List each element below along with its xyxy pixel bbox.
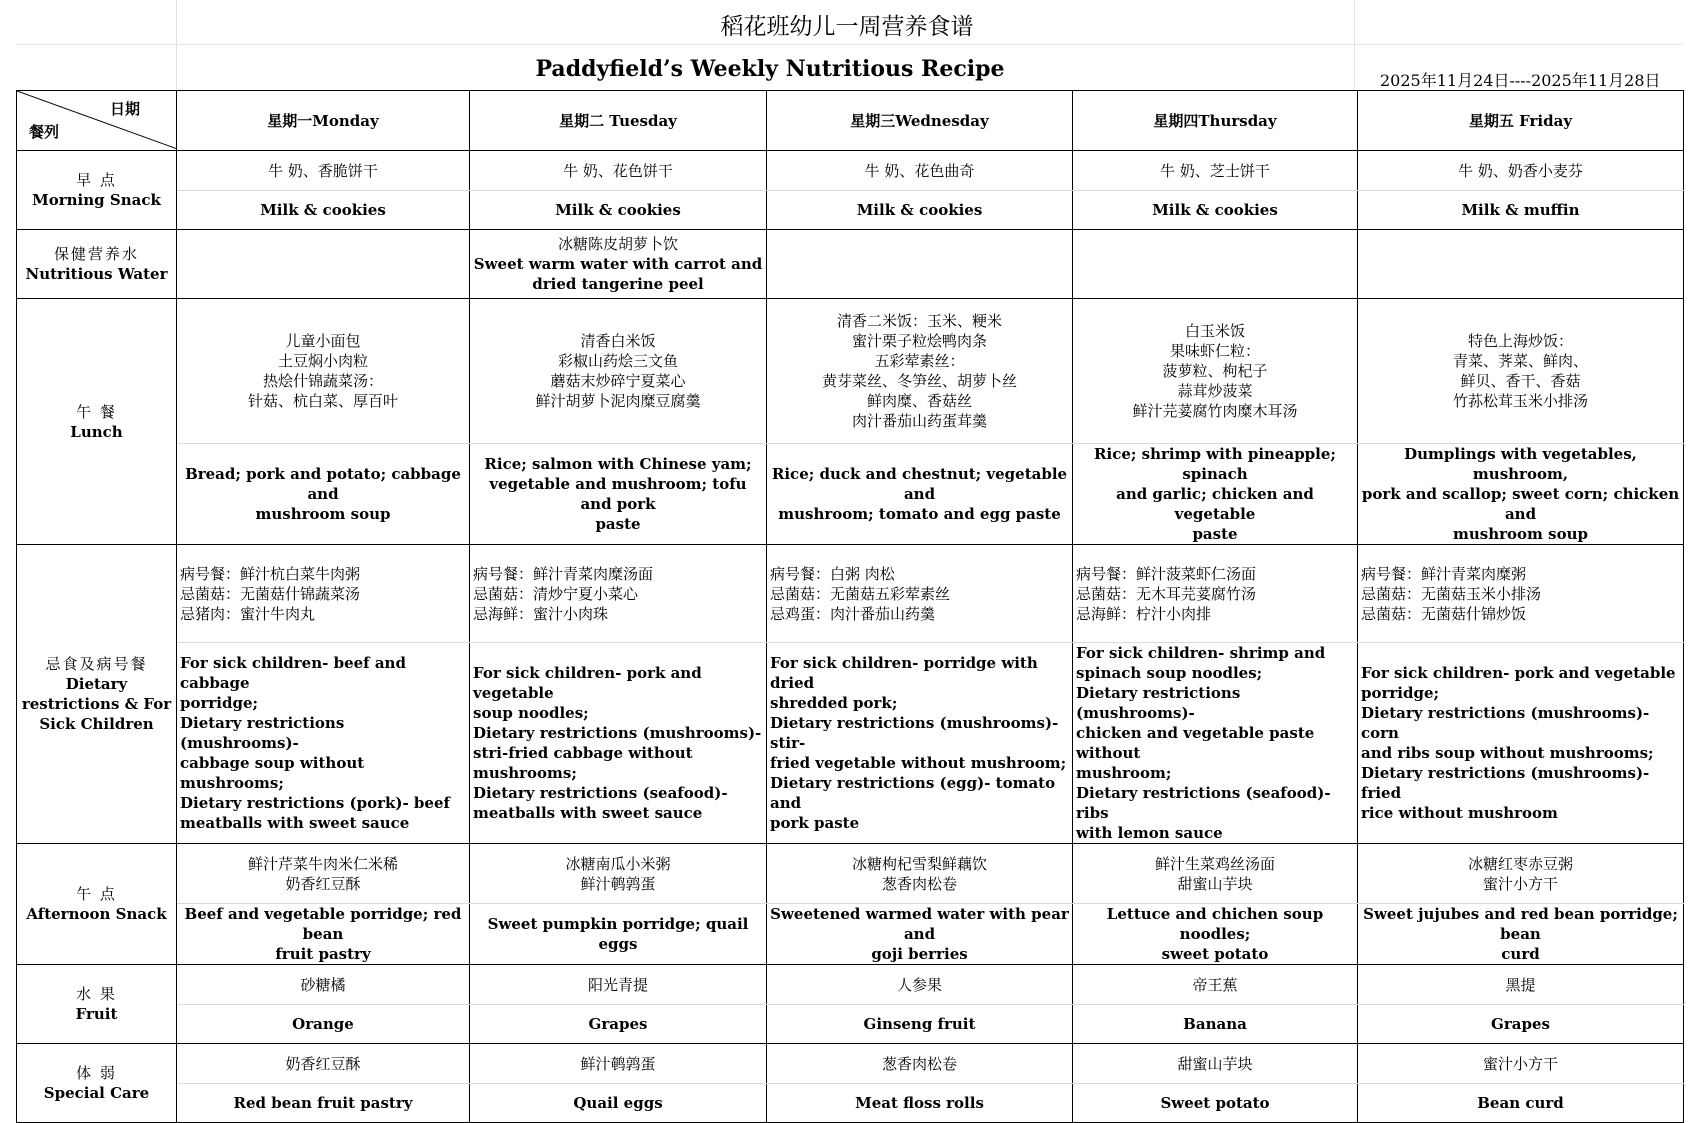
menu-cell-en	[767, 1084, 1073, 1123]
menu-cell-en	[767, 1005, 1073, 1044]
menu-line: 儿童小面包	[285, 332, 361, 350]
menu-line: 五彩荤素丝：	[874, 352, 965, 370]
menu-cell-cn	[1358, 1044, 1684, 1084]
menu-line: mushroom soup	[1453, 525, 1588, 543]
menu-line: Lettuce and chichen soup noodles;	[1106, 905, 1324, 943]
meal-name-en: Lunch	[70, 422, 123, 441]
menu-line: meatballs with sweet sauce	[180, 814, 410, 832]
menu-line: 土豆焖小肉粒	[277, 352, 368, 370]
menu-line: 病号餐：鲜汁青菜肉糜汤面	[473, 564, 654, 583]
menu-cell-cn	[177, 965, 470, 1005]
menu-line: 黑提	[1505, 975, 1536, 994]
menu-cell-cn	[767, 965, 1073, 1005]
menu-cell-cn	[1073, 299, 1358, 444]
menu-cell-en	[177, 904, 470, 965]
menu-line: Sweet warm water with carrot and	[473, 255, 763, 273]
menu-line: Sweet potato	[1160, 1094, 1270, 1112]
menu-line: Dietary restrictions (seafood)-	[473, 784, 728, 802]
menu-line: shredded pork;	[770, 694, 898, 712]
menu-line: 针菇、杭白菜、厚百叶	[247, 392, 398, 410]
menu-line: 菠萝粒、枸杞子	[1162, 362, 1268, 380]
menu-cell-en	[1073, 1005, 1358, 1044]
menu-cell-cn	[1358, 965, 1684, 1005]
menu-line: with lemon sauce	[1076, 824, 1223, 842]
menu-cell-en	[767, 904, 1073, 965]
menu-line: Quail eggs	[573, 1094, 663, 1112]
menu-cell-en	[1358, 1084, 1684, 1123]
menu-line: Sweetened warmed water with pear and	[770, 905, 1069, 943]
menu-cell-cn	[177, 299, 470, 444]
corner-date-label: 日期	[109, 100, 140, 118]
menu-line: For sick children- shrimp and	[1076, 644, 1326, 662]
menu-line: paste	[595, 515, 641, 533]
menu-cell-cn	[1358, 151, 1684, 191]
menu-line: 病号餐：鲜汁杭白菜牛肉粥	[180, 564, 361, 583]
menu-line: Red bean fruit pastry	[233, 1094, 413, 1112]
menu-line: 忌菌菇：无菌菇什锦蔬菜汤	[180, 584, 361, 603]
menu-line: pork and scallop; sweet corn; chicken and	[1361, 485, 1680, 523]
menu-line: 鲜汁芹菜牛肉米仁米稀	[247, 854, 398, 873]
menu-line: porridge;	[180, 694, 259, 712]
menu-line: Milk & cookies	[260, 201, 386, 219]
day-header: 星期一Monday	[177, 91, 470, 151]
menu-line: goji berries	[871, 945, 968, 963]
menu-cell-cn	[470, 151, 767, 191]
menu-line: 肉汁番茄山药蛋茸羹	[851, 412, 987, 430]
menu-cell	[1358, 230, 1684, 299]
menu-cell-cn	[470, 1044, 767, 1084]
menu-cell-en	[1073, 643, 1358, 844]
menu-line: 人参果	[896, 975, 942, 994]
menu-cell-cn	[767, 151, 1073, 191]
menu-line: spinach soup noodles;	[1076, 664, 1263, 682]
menu-line: 冰糖南瓜小米粥	[565, 854, 671, 873]
menu-cell-en	[1358, 904, 1684, 965]
menu-line: Bread; pork and potato; cabbage and	[185, 465, 461, 503]
menu-line: paste	[1192, 525, 1238, 543]
menu-line: Grapes	[1491, 1015, 1550, 1033]
menu-cell-en	[1073, 904, 1358, 965]
menu-cell-en	[1073, 444, 1358, 545]
menu-line: 鲜汁鹌鹑蛋	[580, 874, 656, 893]
menu-line: 牛 奶、花色饼干	[563, 161, 673, 180]
header-gridline	[176, 0, 177, 90]
meal-name-en: Nutritious Water	[25, 265, 168, 283]
menu-cell-cn	[1073, 545, 1358, 643]
menu-line: 蜜汁栗子粒烩鸭肉条	[851, 332, 987, 350]
menu-line: 奶香红豆酥	[285, 1054, 361, 1073]
menu-line: Banana	[1183, 1015, 1247, 1033]
menu-cell-cn	[1073, 1044, 1358, 1084]
meal-name-en: Afternoon Snack	[26, 905, 167, 923]
menu-cell-en	[177, 1084, 470, 1123]
menu-line: For sick children- porridge with dried	[770, 654, 1038, 692]
menu-line: Dietary restrictions (mushrooms)-	[1076, 684, 1241, 722]
day-header: 星期三Wednesday	[767, 91, 1073, 151]
meal-name-en: Morning Snack	[32, 191, 161, 209]
menu-line: Dietary restrictions (mushrooms)- stir-	[770, 714, 1059, 752]
menu-line: For sick children- pork and vegetable	[1361, 664, 1676, 682]
menu-line: For sick children- pork and vegetable	[473, 664, 702, 702]
menu-cell-en	[767, 444, 1073, 545]
menu-line: 砂糖橘	[300, 975, 346, 994]
menu-line: dried tangerine peel	[532, 275, 704, 293]
menu-line: 甜蜜山芋块	[1177, 1054, 1253, 1073]
menu-line: 蜜汁小方干	[1482, 874, 1558, 893]
menu-line: soup noodles;	[473, 704, 589, 722]
menu-cell-en	[177, 444, 470, 545]
menu-line: 清香白米饭	[580, 332, 656, 350]
menu-cell-cn	[1358, 545, 1684, 643]
menu-line: 白玉米饭	[1184, 322, 1245, 340]
menu-cell-cn	[1073, 844, 1358, 904]
menu-line: 忌菌菇：无菌菇玉米小排汤	[1361, 584, 1542, 603]
menu-line: 清香二米饭：玉米、粳米	[836, 312, 1002, 330]
day-header: 星期二 Tuesday	[470, 91, 767, 151]
menu-line: 冰糖红枣赤豆粥	[1467, 854, 1573, 873]
menu-cell	[177, 230, 470, 299]
recipe-table	[16, 90, 1684, 1123]
meal-name-en: Dietary restrictions & For Sick Children	[21, 675, 172, 733]
menu-line: 忌菌菇：无木耳芫荽腐竹汤	[1076, 584, 1257, 603]
menu-line: 鲜汁芫荽腐竹肉糜木耳汤	[1132, 402, 1298, 420]
menu-cell	[767, 230, 1073, 299]
menu-cell-en	[1358, 191, 1684, 230]
menu-line: Meat floss rolls	[855, 1094, 984, 1112]
menu-cell-en	[1358, 444, 1684, 545]
meal-name-cn: 午 餐	[76, 402, 117, 421]
menu-line: 阳光青提	[587, 975, 648, 994]
menu-cell-cn	[470, 299, 767, 444]
menu-cell-en	[470, 1005, 767, 1044]
menu-cell-en	[470, 904, 767, 965]
menu-cell-en	[767, 643, 1073, 844]
menu-line: 忌菌菇：无菌菇五彩荤素丝	[770, 584, 951, 603]
header-gridline	[16, 44, 1683, 45]
menu-line: 忌菌菇：清炒宁夏小菜心	[473, 584, 639, 603]
menu-line: 忌海鲜：柠汁小肉排	[1076, 604, 1212, 623]
menu-line: 病号餐：鲜汁青菜肉糜粥	[1361, 564, 1527, 583]
menu-cell-cn	[177, 151, 470, 191]
menu-line: meatballs with sweet sauce	[473, 804, 703, 822]
meal-label-fruit	[17, 965, 177, 1044]
menu-line: Dietary restrictions (mushrooms)- fried	[1361, 764, 1650, 802]
menu-line: and garlic; chicken and vegetable	[1116, 485, 1314, 523]
meal-name-en: Fruit	[75, 1005, 118, 1023]
day-header: 星期五 Friday	[1358, 91, 1684, 151]
meal-label-lunch	[17, 299, 177, 545]
meal-name-en: Special Care	[43, 1084, 150, 1102]
menu-line: curd	[1501, 945, 1540, 963]
menu-line: vegetable and mushroom; tofu and pork	[489, 475, 747, 513]
menu-line: Milk & muffin	[1461, 201, 1580, 219]
menu-line: cabbage soup without mushrooms;	[180, 754, 365, 792]
menu-cell-en	[767, 191, 1073, 230]
menu-line: 冰糖枸杞雪梨鲜藕饮	[851, 854, 987, 873]
day-header: 星期四Thursday	[1073, 91, 1358, 151]
menu-line: Dumplings with vegetables, mushroom,	[1404, 445, 1637, 483]
menu-cell	[1073, 230, 1358, 299]
menu-line: Orange	[292, 1015, 354, 1033]
corner-meal-label: 餐列	[29, 123, 60, 141]
menu-line: 牛 奶、香脆饼干	[268, 161, 378, 180]
meal-name-cn: 早 点	[76, 171, 117, 189]
menu-line: Milk & cookies	[555, 201, 681, 219]
menu-cell-en	[177, 643, 470, 844]
menu-cell-cn	[470, 545, 767, 643]
menu-line: 冰糖陈皮胡萝卜饮	[557, 235, 678, 253]
menu-line: 特色上海炒饭：	[1467, 332, 1573, 350]
menu-cell-en	[177, 1005, 470, 1044]
meal-name-cn: 水 果	[76, 985, 117, 1003]
date-range: 2025年11月24日----2025年11月28日	[1380, 71, 1661, 90]
menu-line: mushroom soup	[255, 505, 391, 523]
menu-line: 鲜肉糜、香菇丝	[866, 392, 972, 410]
menu-line: chicken and vegetable paste without	[1076, 724, 1315, 762]
menu-cell-cn	[1073, 965, 1358, 1005]
menu-line: stri-fried cabbage without mushrooms;	[473, 744, 693, 782]
menu-line: 甜蜜山芋块	[1177, 874, 1253, 893]
menu-cell-cn	[767, 545, 1073, 643]
menu-cell	[470, 230, 767, 299]
menu-cell-cn	[1073, 151, 1358, 191]
menu-line: Dietary restrictions (egg)- tomato and	[770, 774, 1056, 812]
menu-line: Dietary restrictions (mushrooms)-	[473, 724, 762, 742]
menu-cell-en	[1073, 191, 1358, 230]
menu-cell-cn	[177, 1044, 470, 1084]
meal-name-cn: 体 弱	[76, 1064, 117, 1082]
menu-cell-cn	[767, 1044, 1073, 1084]
menu-cell-cn	[470, 844, 767, 904]
menu-line: 病号餐：鲜汁菠菜虾仁汤面	[1076, 564, 1257, 583]
menu-cell-cn	[470, 965, 767, 1005]
menu-line: Sweet pumpkin porridge; quail eggs	[487, 915, 749, 953]
menu-line: 热烩什锦蔬菜汤：	[262, 372, 383, 390]
menu-line: 蒜茸炒菠菜	[1177, 382, 1253, 400]
menu-line: 彩椒山药烩三文鱼	[557, 352, 678, 370]
menu-line: 鲜汁鹌鹑蛋	[580, 1054, 656, 1073]
menu-line: fruit pastry	[275, 945, 371, 963]
menu-line: 鲜汁胡萝卜泥肉糜豆腐羹	[535, 392, 701, 410]
menu-line: For sick children- beef and cabbage	[180, 654, 406, 692]
menu-line: fried vegetable without mushroom;	[770, 754, 1067, 772]
menu-line: rice without mushroom	[1361, 804, 1558, 822]
meal-label-nutritious-water	[17, 230, 177, 299]
menu-line: 忌菌菇：无菌菇什锦炒饭	[1361, 604, 1527, 623]
menu-line: 帝王蕉	[1192, 975, 1238, 994]
menu-line: 黄芽菜丝、冬笋丝、胡萝卜丝	[821, 372, 1017, 390]
header-gridline	[1354, 0, 1355, 90]
menu-line: Dietary restrictions (mushrooms)-	[180, 714, 345, 752]
menu-cell-en	[470, 444, 767, 545]
menu-line: mushroom; tomato and egg paste	[778, 505, 1061, 523]
menu-line: 竹荪松茸玉米小排汤	[1452, 392, 1588, 410]
menu-line: Milk & cookies	[856, 201, 983, 219]
menu-line: and ribs soup without mushrooms;	[1361, 744, 1654, 762]
menu-line: Bean curd	[1477, 1094, 1564, 1112]
menu-cell-en	[1358, 1005, 1684, 1044]
menu-line: 蜜汁小方干	[1482, 1054, 1558, 1073]
menu-line: Dietary restrictions (pork)- beef	[180, 794, 450, 812]
menu-cell-en	[470, 1084, 767, 1123]
menu-cell-cn	[177, 844, 470, 904]
menu-line: 葱香肉松卷	[881, 1054, 957, 1073]
menu-line: 奶香红豆酥	[285, 874, 361, 893]
meal-name-cn: 午 点	[76, 885, 117, 903]
menu-line: Dietary restrictions (seafood)- ribs	[1076, 784, 1331, 822]
menu-line: Dietary restrictions (mushrooms)- corn	[1361, 704, 1650, 742]
menu-line: 果味虾仁粒：	[1169, 342, 1260, 360]
menu-line: 蘑菇末炒碎宁夏菜心	[550, 372, 686, 390]
menu-line: Milk & cookies	[1152, 201, 1278, 219]
corner-cell	[17, 91, 177, 151]
menu-line: sweet potato	[1161, 945, 1269, 963]
meal-label-special-care	[17, 1044, 177, 1123]
meal-name-cn: 忌食及病号餐	[45, 655, 148, 673]
menu-line: 病号餐：白粥 肉松	[770, 564, 895, 583]
menu-line: Ginseng fruit	[863, 1015, 976, 1033]
menu-line: Rice; shrimp with pineapple; spinach	[1094, 445, 1336, 483]
menu-line: 鲜汁生菜鸡丝汤面	[1154, 854, 1275, 873]
menu-line: Grapes	[588, 1015, 648, 1033]
menu-line: 鲜贝、香干、香菇	[1460, 372, 1581, 390]
menu-line: Sweet jujubes and red bean porridge; bean	[1363, 905, 1678, 943]
page-title-en: Paddyfield’s Weekly Nutritious Recipe	[535, 56, 1005, 82]
menu-line: Beef and vegetable porridge; red bean	[184, 905, 462, 943]
menu-line: porridge;	[1361, 684, 1440, 702]
menu-line: 葱香肉松卷	[881, 874, 957, 893]
menu-cell-cn	[767, 844, 1073, 904]
meal-name-cn: 保健营养水	[53, 245, 139, 263]
page-title-cn: 稻花班幼儿一周营养食谱	[720, 14, 974, 40]
menu-line: 忌海鲜：蜜汁小肉珠	[473, 604, 609, 623]
meal-label-morning-snack	[17, 151, 177, 230]
menu-line: pork paste	[770, 814, 860, 832]
menu-cell-en	[1073, 1084, 1358, 1123]
menu-cell-en	[177, 191, 470, 230]
menu-line: mushroom;	[1076, 764, 1172, 782]
menu-cell-cn	[177, 545, 470, 643]
menu-line: 忌鸡蛋：肉汁番茄山药羹	[770, 604, 936, 623]
menu-cell-en	[470, 643, 767, 844]
meal-label-afternoon-snack	[17, 844, 177, 965]
menu-line: Rice; salmon with Chinese yam;	[484, 455, 752, 473]
menu-line: 忌猪肉：蜜汁牛肉丸	[180, 604, 316, 623]
meal-label-dietary-restrictions	[17, 545, 177, 844]
menu-cell-cn	[1358, 844, 1684, 904]
menu-line: 牛 奶、奶香小麦芬	[1458, 161, 1583, 180]
menu-line: 牛 奶、芝士饼干	[1160, 161, 1270, 180]
menu-line: 青菜、荠菜、鲜肉、	[1452, 352, 1588, 370]
menu-cell-cn	[767, 299, 1073, 444]
menu-cell-en	[1358, 643, 1684, 844]
menu-line: 牛 奶、花色曲奇	[864, 161, 975, 180]
menu-cell-en	[470, 191, 767, 230]
menu-cell-cn	[1358, 299, 1684, 444]
menu-line: Rice; duck and chestnut; vegetable and	[771, 465, 1068, 503]
